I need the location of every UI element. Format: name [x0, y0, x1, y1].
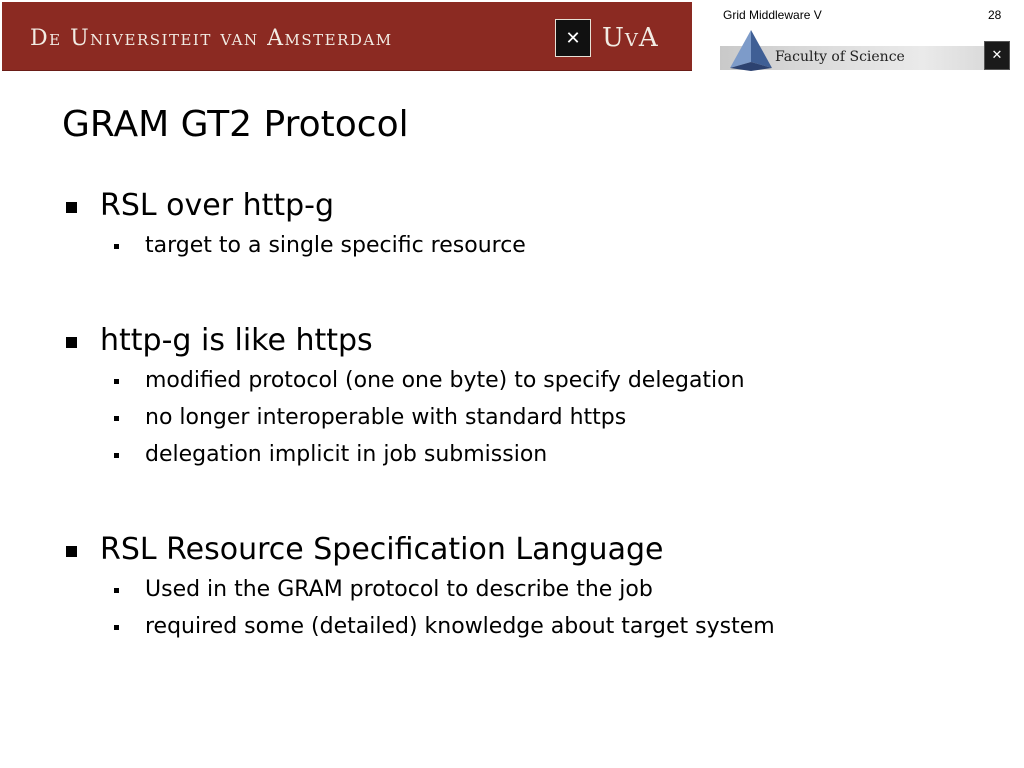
small-square-bullet-icon	[114, 379, 119, 384]
bullet-item	[62, 186, 1002, 230]
sub-bullet-text: modified protocol (one one byte) to specify delegation	[145, 368, 745, 393]
bullet-text: RSL Resource Specification Language	[100, 532, 664, 567]
sub-bullet-text: Used in the GRAM protocol to describe the job	[145, 577, 653, 602]
small-square-bullet-icon	[114, 625, 119, 630]
university-banner	[2, 2, 692, 71]
square-bullet-icon	[66, 202, 77, 213]
small-square-bullet-icon	[114, 244, 119, 249]
bullet-group-2	[62, 321, 1002, 476]
uva-shield-icon: ✕	[555, 19, 591, 57]
sub-bullet-item	[62, 365, 1002, 402]
sub-bullet-text: target to a single specific resource	[145, 233, 526, 258]
small-square-bullet-icon	[114, 453, 119, 458]
sub-bullet-item	[62, 439, 1002, 476]
slide-title: GRAM GT2 Protocol	[62, 104, 409, 145]
sub-bullet-text: no longer interoperable with standard https	[145, 405, 627, 430]
square-bullet-icon	[66, 337, 77, 348]
bullet-text: http-g is like https	[100, 323, 373, 358]
bullet-item	[62, 321, 1002, 365]
faculty-name: Faculty of Science	[775, 49, 905, 65]
square-bullet-icon	[66, 546, 77, 557]
sub-bullet-item	[62, 611, 1002, 648]
small-square-bullet-icon	[114, 416, 119, 421]
faculty-shield-icon: ✕	[984, 41, 1010, 70]
page-number: 28	[988, 8, 1002, 22]
small-square-bullet-icon	[114, 588, 119, 593]
sub-bullet-item	[62, 230, 1002, 267]
bullet-text: RSL over http-g	[100, 188, 335, 223]
sub-bullet-item	[62, 402, 1002, 439]
university-name: De Universiteit van Amsterdam	[30, 25, 393, 51]
course-title: Grid Middleware V	[723, 8, 822, 22]
bullet-group-1	[62, 186, 1002, 267]
sub-bullet-text: delegation implicit in job submission	[145, 442, 548, 467]
sub-bullet-text: required some (detailed) knowledge about target system	[145, 614, 775, 639]
bullet-item	[62, 530, 1002, 574]
bullet-group-3	[62, 530, 1002, 648]
pyramid-logo-icon	[726, 28, 776, 72]
sub-bullet-item	[62, 574, 1002, 611]
university-abbr: UvA	[602, 23, 659, 53]
